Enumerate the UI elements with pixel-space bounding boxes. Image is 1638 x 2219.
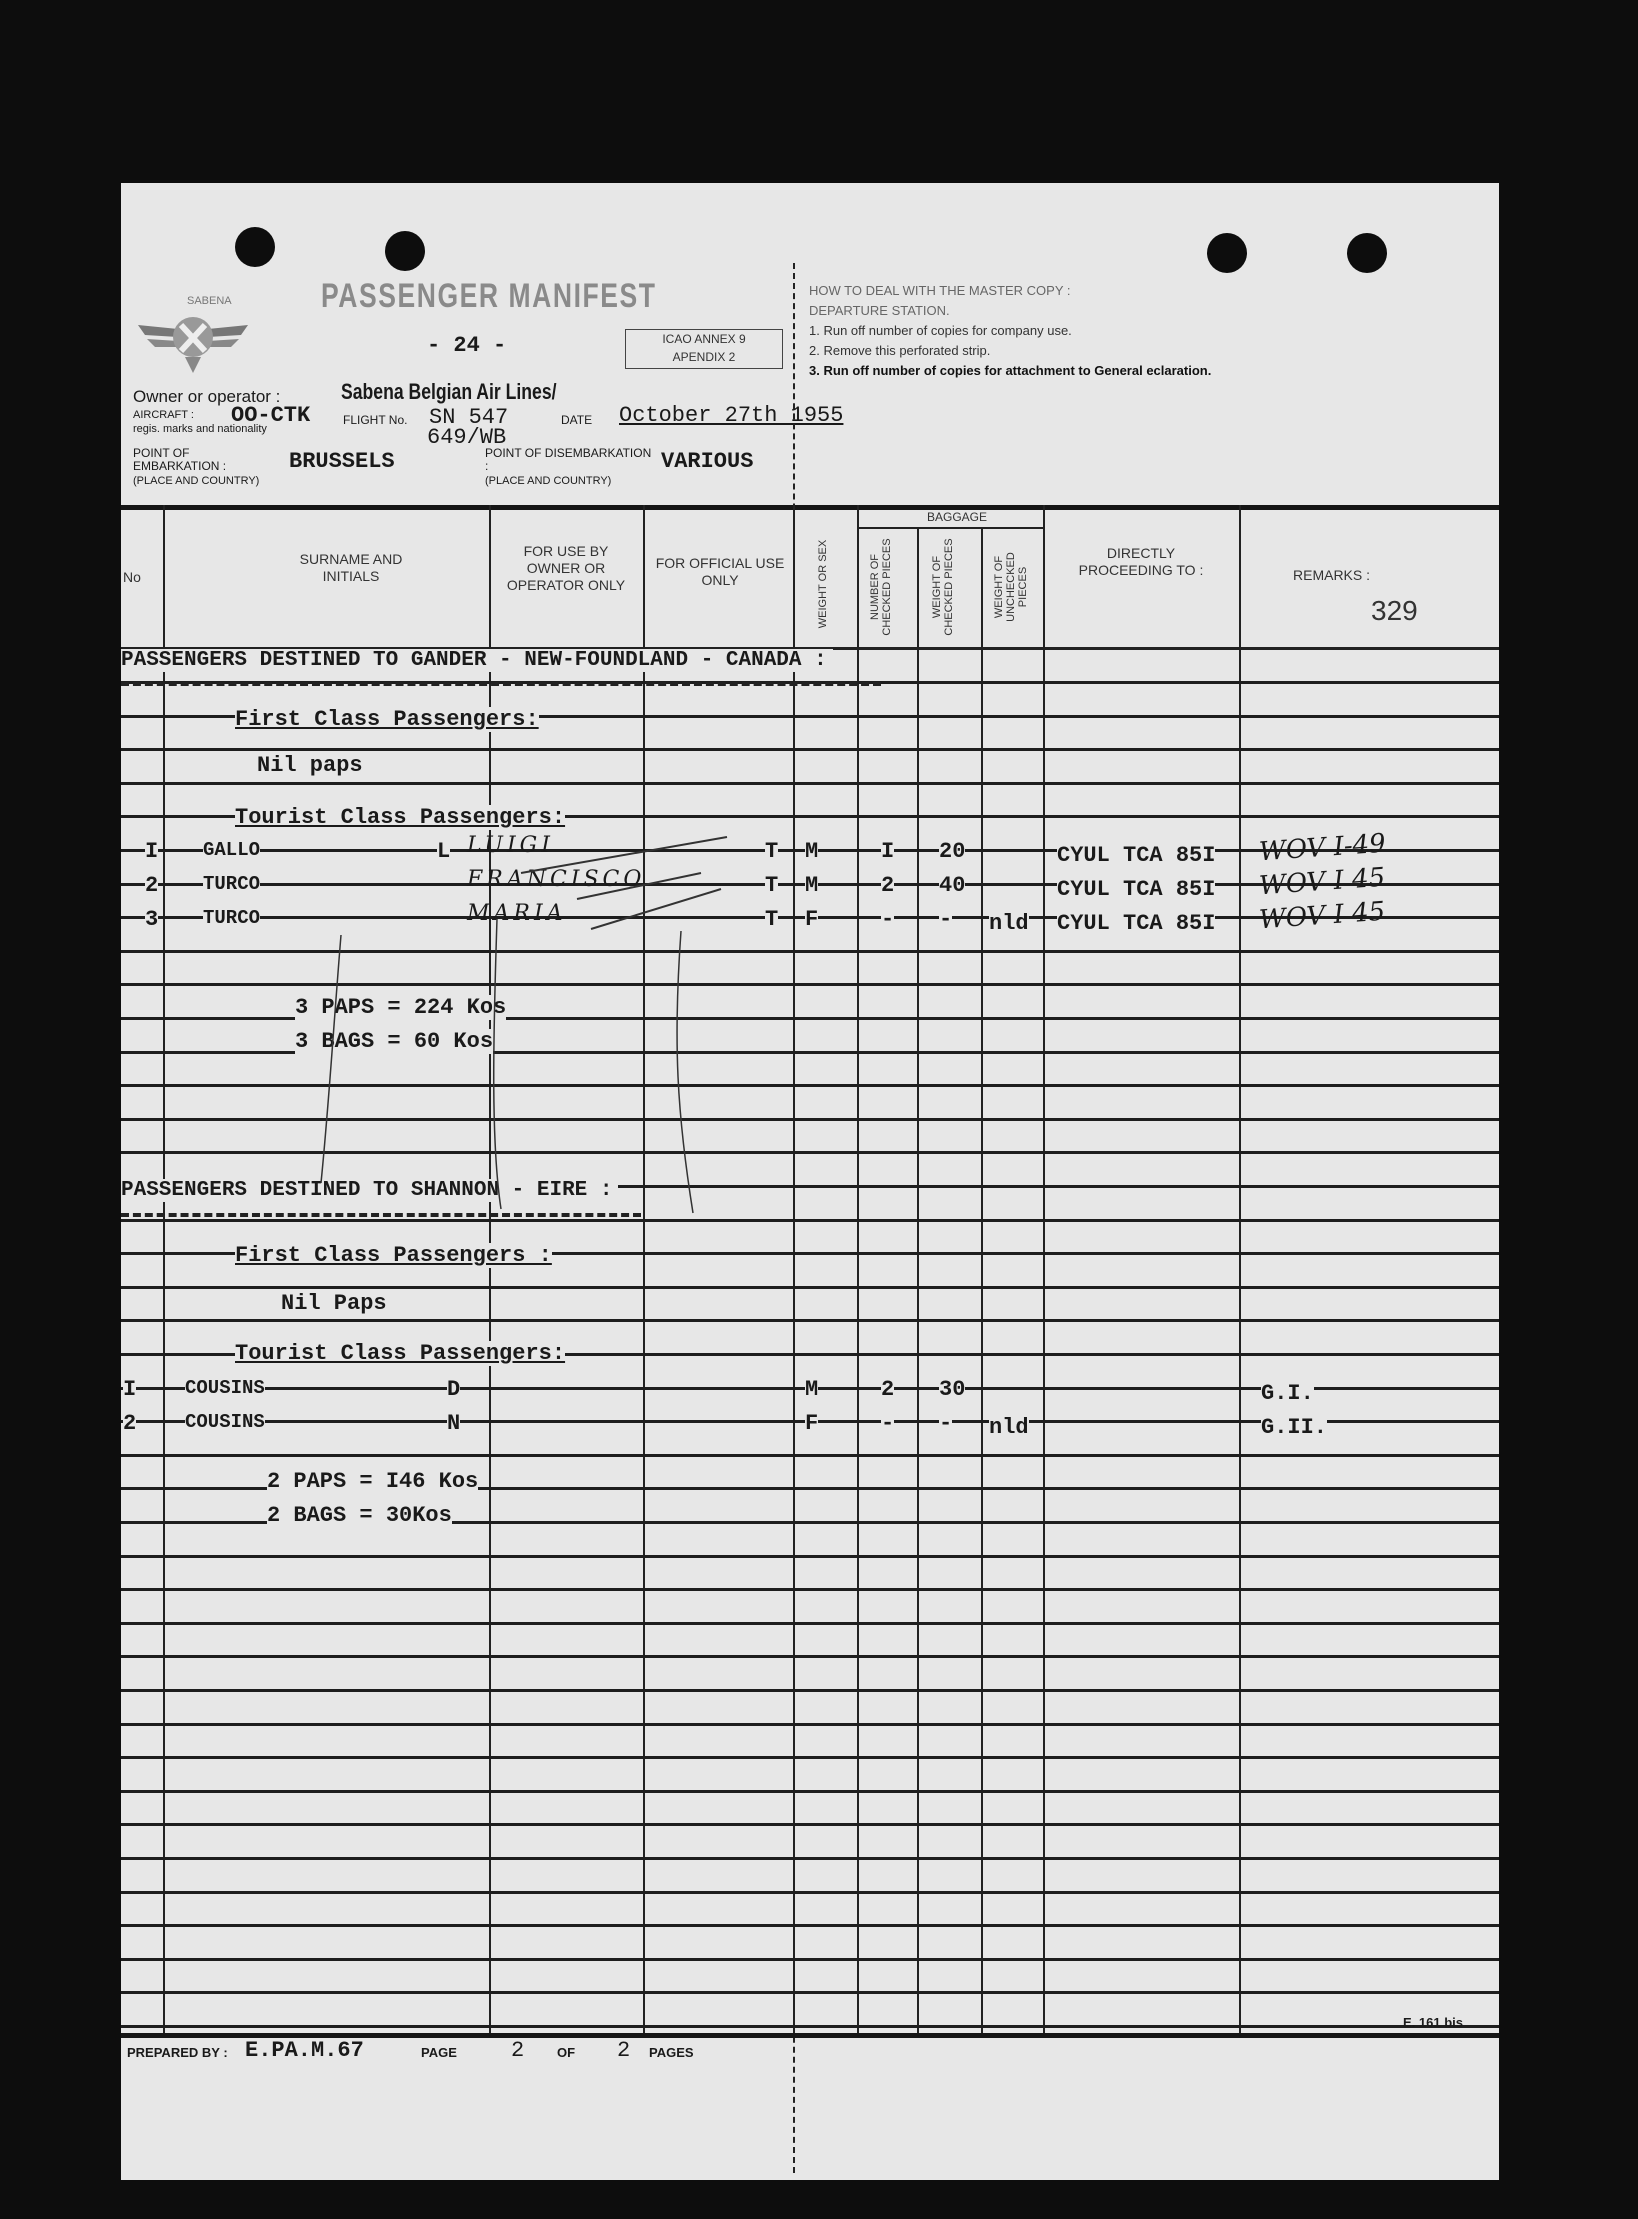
passenger-remark: WOV I-49 <box>1258 828 1387 868</box>
passenger-weight: - <box>939 907 953 932</box>
embark-label: POINT OF EMBARKATION : <box>133 446 227 473</box>
passenger-pieces: 2 <box>881 1377 895 1402</box>
page-label: PAGE <box>421 2045 457 2060</box>
embark-sub: (PLACE AND COUNTRY) <box>133 475 260 487</box>
passenger-proceeding: CYUL TCA 85I <box>1057 843 1216 868</box>
passenger-unchecked: nld <box>989 1415 1029 1440</box>
page-marker: - 24 - <box>427 333 507 358</box>
prepared-value: E.PA.M.67 <box>245 2038 364 2063</box>
passenger-remark: G.II. <box>1261 1415 1328 1440</box>
passenger-class: T <box>765 839 779 864</box>
passenger-no: 2 <box>123 1411 137 1436</box>
passenger-initial: N <box>447 1411 461 1436</box>
passenger-given-name-hand: LUIGI <box>467 833 554 858</box>
col-weight-sex: WEIGHT OR SEX <box>817 539 829 629</box>
passenger-unchecked: nld <box>989 911 1029 936</box>
instruction-2: 2. Remove this perforated strip. <box>809 343 991 358</box>
passenger-pieces: - <box>881 1411 895 1436</box>
passenger-pieces: - <box>881 907 895 932</box>
section-heading-shannon: PASSENGERS DESTINED TO SHANNON - EIRE : <box>121 1179 618 1202</box>
total-paps: 3 PAPS = 224 Kos <box>295 995 507 1020</box>
remarks-number: 329 <box>1371 595 1418 626</box>
passenger-sex: F <box>805 907 819 932</box>
date-label: DATE <box>561 413 593 427</box>
section-heading-gander: PASSENGERS DESTINED TO GANDER - NEW-FOUNDLAND - CANADA : <box>121 649 833 672</box>
instruction-3: 3. Run off number of copies for attachment to General eclaration. <box>809 363 1212 378</box>
passenger-no: I <box>145 839 159 864</box>
of-value: 2 <box>617 2038 631 2063</box>
col-no: No <box>123 569 141 585</box>
passenger-weight: 20 <box>939 839 966 864</box>
passenger-sex: F <box>805 1411 819 1436</box>
total-paps: 2 PAPS = I46 Kos <box>267 1469 479 1494</box>
passenger-given-name-hand: FRANCISCO <box>467 867 646 892</box>
col-weight-unchecked: WEIGHT OF UNCHECKED PIECES <box>993 552 1029 622</box>
icao-appendix: APENDIX 2 <box>672 350 736 364</box>
col-proceeding: DIRECTLY PROCEEDING TO : <box>1078 545 1204 578</box>
col-owner-use: FOR USE BY OWNER OR OPERATOR ONLY <box>506 543 626 593</box>
disembark-label: POINT OF DISEMBARKATION : <box>485 446 652 473</box>
flight-value: SN 547 <box>429 405 509 430</box>
passenger-surname: COUSINS <box>185 1377 265 1399</box>
embark-value: BRUSSELS <box>289 449 395 474</box>
passenger-remark: WOV I 45 <box>1258 896 1387 936</box>
passenger-initial: D <box>447 1377 461 1402</box>
passenger-no: 2 <box>145 873 159 898</box>
passenger-proceeding: CYUL TCA 85I <box>1057 877 1216 902</box>
handwritten-strokes <box>121 183 1499 2180</box>
first-class-value: Nil Paps <box>281 1291 387 1316</box>
logo-text: SABENA <box>187 295 232 307</box>
col-official-use: FOR OFFICIAL USE ONLY <box>655 555 785 588</box>
instruction-1: 1. Run off number of copies for company use. <box>809 323 1072 338</box>
passenger-class: T <box>765 873 779 898</box>
passenger-sex: M <box>805 839 819 864</box>
passenger-weight: - <box>939 1411 953 1436</box>
page-value: 2 <box>511 2038 525 2063</box>
col-remarks: REMARKS : <box>1293 567 1371 583</box>
icao-annex: ICAO ANNEX 9 <box>662 332 746 346</box>
passenger-no: I <box>123 1377 137 1402</box>
manifest-page <box>121 183 1499 2180</box>
flight-value-2: 649/WB <box>427 425 507 450</box>
col-num-checked: NUMBER OF CHECKED PIECES <box>869 538 893 636</box>
passenger-given-name-hand: MARIA <box>467 901 567 926</box>
owner-value: Sabena Belgian Air Lines/ <box>341 379 557 404</box>
aircraft-sub: regis. marks and nationality <box>133 423 267 435</box>
disembark-value: VARIOUS <box>661 449 754 474</box>
col-baggage: BAGGAGE <box>926 510 988 524</box>
total-bags: 2 BAGS = 30Kos <box>267 1503 452 1528</box>
passenger-surname: GALLO <box>203 839 261 861</box>
passenger-pieces: 2 <box>881 873 895 898</box>
passenger-proceeding: CYUL TCA 85I <box>1057 911 1216 936</box>
passenger-surname: COUSINS <box>185 1411 265 1433</box>
col-surname: SURNAME AND INITIALS <box>299 551 403 584</box>
passenger-remark: WOV I 45 <box>1258 862 1387 902</box>
passenger-pieces: I <box>881 839 895 864</box>
first-class-value: Nil paps <box>257 753 363 778</box>
passenger-surname: TURCO <box>203 873 261 895</box>
col-weight-checked: WEIGHT OF CHECKED PIECES <box>931 538 955 636</box>
passenger-weight: 40 <box>939 873 966 898</box>
first-class-label: First Class Passengers : <box>235 1243 552 1268</box>
instructions-title: HOW TO DEAL WITH THE MASTER COPY : <box>809 283 1071 298</box>
aircraft-label: AIRCRAFT : <box>133 409 194 421</box>
aircraft-value: OO-CTK <box>231 403 311 428</box>
disembark-sub: (PLACE AND COUNTRY) <box>485 475 612 487</box>
owner-label: Owner or operator : <box>133 387 281 406</box>
passenger-remark: G.I. <box>1261 1381 1314 1406</box>
of-label: OF <box>557 2045 576 2060</box>
passenger-sex: M <box>805 873 819 898</box>
passenger-weight: 30 <box>939 1377 966 1402</box>
prepared-label: PREPARED BY : <box>127 2045 228 2060</box>
manifest-title: PASSENGER MANIFEST <box>321 277 657 315</box>
pages-label: PAGES <box>649 2045 694 2060</box>
date-value: October 27th 1955 <box>619 403 844 428</box>
passenger-no: 3 <box>145 907 159 932</box>
passenger-class: T <box>765 907 779 932</box>
passenger-initial: L <box>437 839 451 864</box>
passenger-surname: TURCO <box>203 907 261 929</box>
tourist-class-label: Tourist Class Passengers: <box>235 805 566 830</box>
total-bags: 3 BAGS = 60 Kos <box>295 1029 494 1054</box>
form-code: E. 161 bis <box>1403 2015 1463 2030</box>
flight-label: FLIGHT No. <box>343 413 408 427</box>
passenger-sex: M <box>805 1377 819 1402</box>
first-class-label: First Class Passengers: <box>235 707 539 732</box>
instructions-sub: DEPARTURE STATION. <box>809 303 950 318</box>
tourist-class-label: Tourist Class Passengers: <box>235 1341 566 1366</box>
